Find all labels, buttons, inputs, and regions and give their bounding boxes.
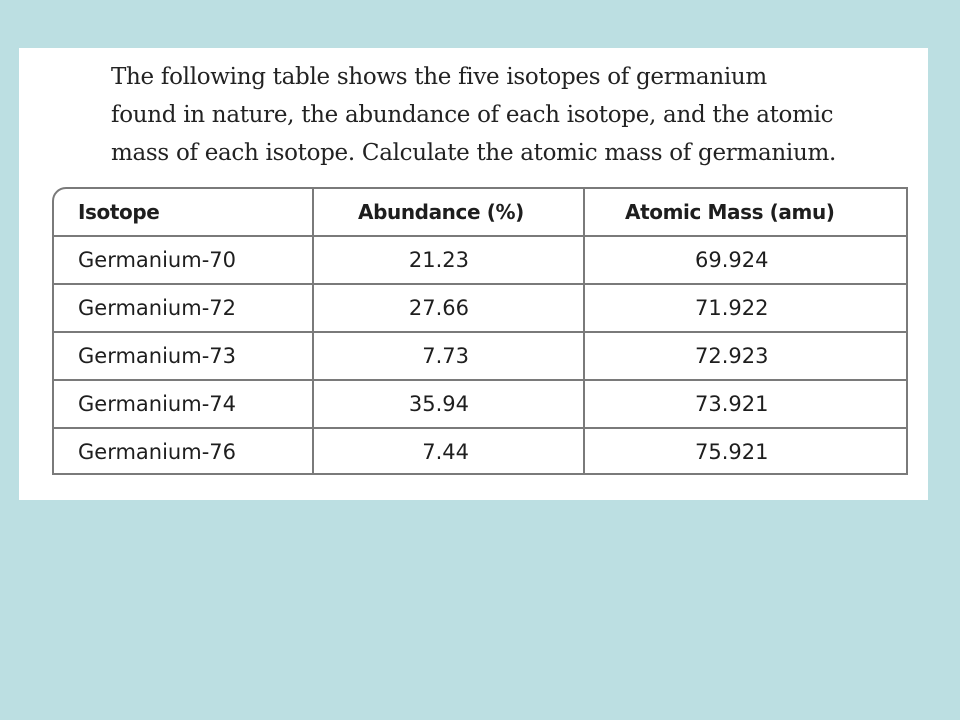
table-header-row — [54, 189, 908, 236]
table-row — [54, 428, 908, 475]
cell-isotope: Germanium-74 — [54, 380, 313, 428]
data-table — [54, 189, 908, 475]
header-abundance: Abundance (%) — [313, 189, 584, 236]
cell-abundance: 7.73 — [313, 332, 584, 380]
header-isotope: Isotope — [54, 189, 313, 236]
cell-atomic-mass: 72.923 — [584, 332, 908, 380]
cell-isotope: Germanium-73 — [54, 332, 313, 380]
table-row — [54, 284, 908, 332]
cell-atomic-mass: 71.922 — [584, 284, 908, 332]
cell-abundance: 7.44 — [313, 428, 584, 475]
cell-atomic-mass: 69.924 — [584, 236, 908, 284]
question-text: The following table shows the five isotopes of germanium found in nature, the abundance of each isotope, and the atomic mass of each isotope. Calculate the atomic mass of germanium. — [111, 64, 836, 166]
cell-abundance: 35.94 — [313, 380, 584, 428]
cell-atomic-mass: 73.921 — [584, 380, 908, 428]
header-atomic-mass: Atomic Mass (amu) — [584, 189, 908, 236]
cell-abundance: 21.23 — [313, 236, 584, 284]
table-row — [54, 236, 908, 284]
isotope-table — [52, 187, 908, 475]
table-row — [54, 380, 908, 428]
cell-isotope: Germanium-76 — [54, 428, 313, 475]
cell-abundance: 27.66 — [313, 284, 584, 332]
question-panel — [19, 48, 928, 500]
cell-atomic-mass: 75.921 — [584, 428, 908, 475]
cell-isotope: Germanium-72 — [54, 284, 313, 332]
cell-isotope: Germanium-70 — [54, 236, 313, 284]
table-row — [54, 332, 908, 380]
